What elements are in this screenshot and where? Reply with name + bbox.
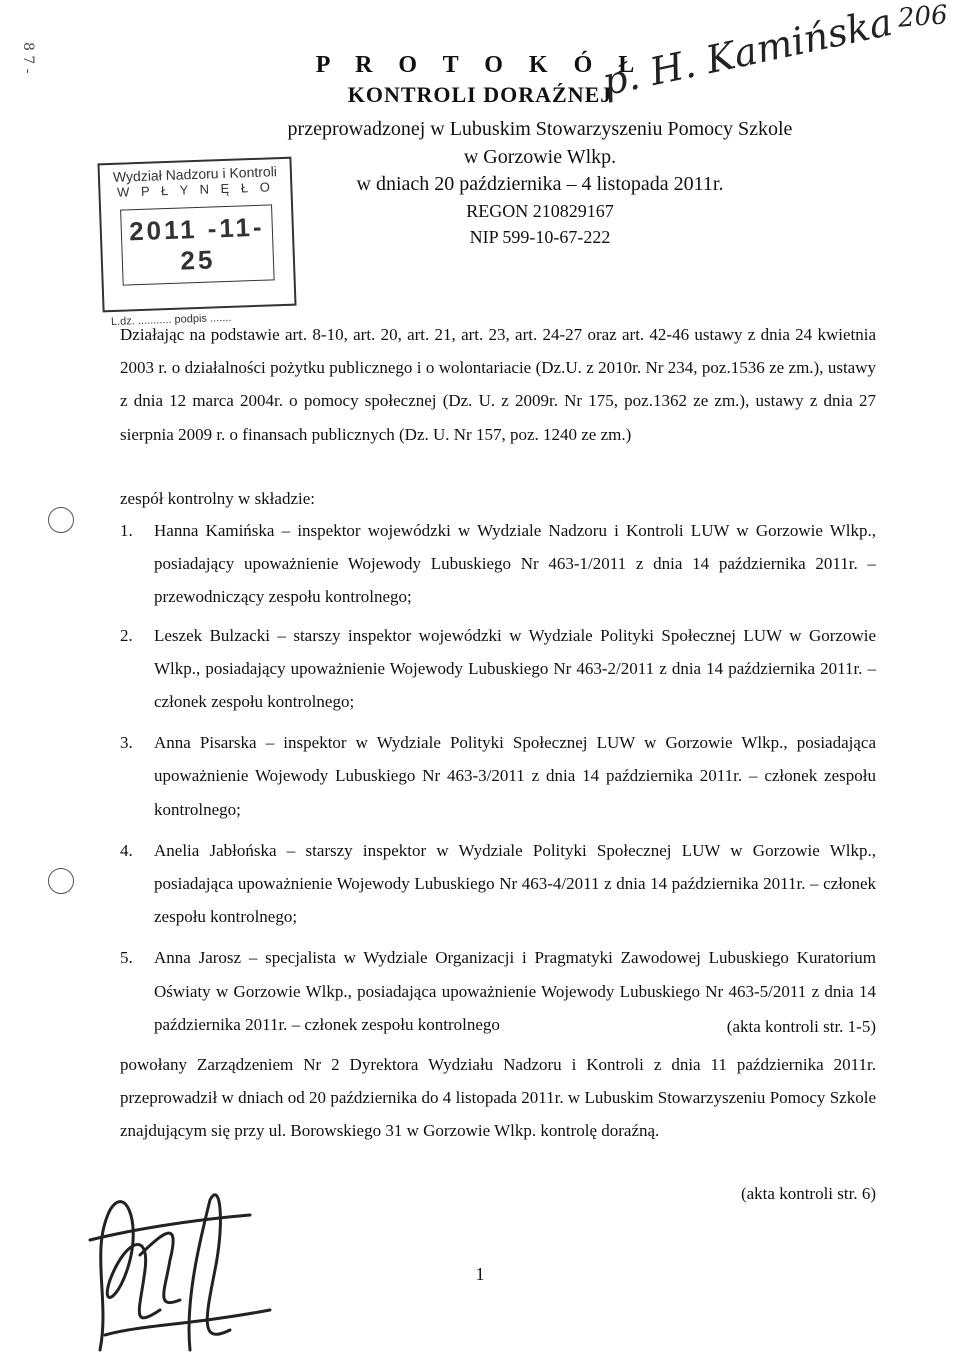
stamp-received: W P Ł Y N Ę Ł O xyxy=(116,179,275,200)
header-nip: NIP 599-10-67-222 xyxy=(469,227,611,247)
team-members-list xyxy=(120,514,876,1049)
handwritten-page-number: 206 xyxy=(897,0,949,34)
punch-hole xyxy=(48,507,74,533)
list-item-text: Anna Pisarska – inspektor w Wydziale Polityki Społecznej LUW w Gorzowie Wlkp., posiadająca upoważnienie Wojewody Lubuskiego Nr 463-3/2011 z dnia 14 października 2011r. – członek zespołu kontrolnego; xyxy=(154,733,876,819)
document-subtitle: KONTROLI DORAŹNEJ xyxy=(347,82,613,107)
punch-hole xyxy=(48,868,74,894)
list-item-number: 2. xyxy=(120,625,133,645)
stamp-date: 2011 -11- 25 xyxy=(120,204,275,285)
list-item-text: Anna Jarosz – specjalista w Wydziale Organizacji i Pragmatyki Zawodowej Lubuskiego Kuratorium Oświaty w Gorzowie Wlkp., posiadająca upoważnienie Wojewody Lubuskiego Nr 463-5/2011 z dnia 14 października 2011r. – członek zespołu kontrolnego xyxy=(154,948,876,1034)
stamp-department: Wydział Nadzoru i Kontroli xyxy=(112,163,278,185)
footer-page-number: 1 xyxy=(475,1264,485,1284)
appointment-paragraph: powołany Zarządzeniem Nr 2 Dyrektora Wydziału Nadzoru i Kontroli z dnia 11 października 2011r. przeprowadził w dniach od 20 października do 4 listopada 2011r. w Lubuskim Stowarzyszeniu Pomocy Szkole znajdującym się przy ul. Borowskiego 31 w Gorzowie Wlkp. kontrolę doraźną. xyxy=(120,1055,876,1141)
list-item-number: 4. xyxy=(120,840,133,860)
intro-paragraph: Działając na podstawie art. 8-10, art. 20, art. 21, art. 23, art. 24-27 oraz art. 42-46 ustawy z dnia 24 kwietnia 2003 r. o działalności pożytku publicznego i o wolontariacie (Dz.U. z 2010r. Nr 234, poz.1536 ze zm.), ustawy z dnia 12 marca 2004r. o pomocy społecznej (Dz. U. z 2009r. Nr 175, poz.1362 ze zm.), ustawy z dnia 27 sierpnia 2009 r. o finansach publicznych (Dz. U. Nr 157, poz. 1240 ze zm.) xyxy=(120,325,876,444)
header-city: w Gorzowie Wlkp. xyxy=(463,146,617,168)
header-regon: REGON 210829167 xyxy=(466,201,614,221)
list-item-text: Anelia Jabłońska – starszy inspektor w Wydziale Polityki Społecznej LUW w Gorzowie Wlkp., posiadająca upoważnienie Wojewody Lubuskiego Nr 463-4/2011 z dnia 14 października 2011r. – członek zespołu kontrolnego; xyxy=(154,840,876,927)
team-label: zespół kontrolny w składzie: xyxy=(120,489,315,508)
document-title: P R O T O K Ó Ł xyxy=(315,52,645,78)
received-stamp xyxy=(97,157,296,329)
margin-mark: 8 7 - xyxy=(20,42,36,74)
list-item xyxy=(120,834,876,934)
list-item-number: 5. xyxy=(120,948,133,968)
files-reference-2: (akta kontroli str. 6) xyxy=(740,1184,876,1203)
header-conducted-in: przeprowadzonej w Lubuskim Stowarzyszeniu Pomocy Szkole xyxy=(287,118,793,140)
stamp-footer: L.dz. ........... podpis ....... xyxy=(110,311,232,329)
handwritten-recipient-note: p. H. Kamińska xyxy=(598,0,897,105)
list-item-number: 1. xyxy=(120,521,133,540)
list-item-number: 3. xyxy=(120,733,133,753)
header-dates: w dniach 20 października – 4 listopada 2011r. xyxy=(356,173,724,195)
list-item xyxy=(120,514,876,614)
list-item-text: Leszek Bulzacki – starszy inspektor wojewódzki w Wydziale Polityki Społecznej LUW w Gorzowie Wlkp., posiadający upoważnienie Wojewody Lubuskiego Nr 463-2/2011 z dnia 14 października 2011r. – członek zespołu kontrolnego; xyxy=(154,625,876,712)
handwritten-signature xyxy=(70,1160,280,1359)
list-item xyxy=(120,619,876,719)
list-item xyxy=(120,726,876,826)
files-reference-1: (akta kontroli str. 1-5) xyxy=(726,1017,876,1036)
list-item-text: Hanna Kamińska – inspektor wojewódzki w Wydziale Nadzoru i Kontroli LUW w Gorzowie Wlkp., posiadający upoważnienie Wojewody Lubuskiego Nr 463-1/2011 z dnia 14 października 2011r. – przewodniczący zespołu kontrolnego; xyxy=(154,521,876,607)
